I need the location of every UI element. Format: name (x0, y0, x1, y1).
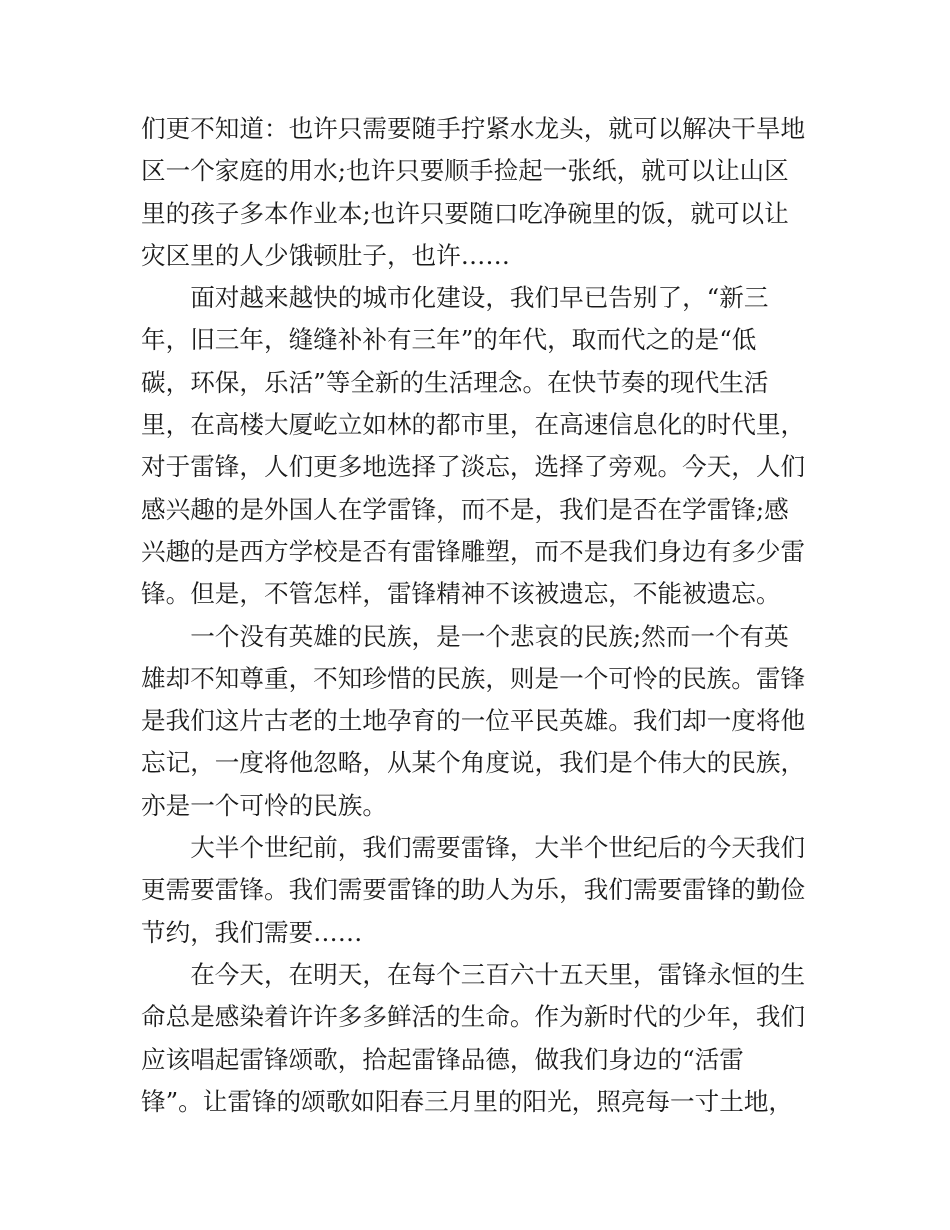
text-line: 年，旧三年，缝缝补补有三年”的年代，取而代之的是“低 (141, 325, 757, 355)
text-line: 锋。但是，不管怎样，雷锋精神不该被遗忘，不能被遗忘。 (141, 579, 781, 609)
text-line: 大半个世纪前，我们需要雷锋，大半个世纪后的今天我们 (141, 833, 806, 863)
text-line: 区一个家庭的用水;也许只要顺手捡起一张纸，就可以让山区 (141, 156, 789, 186)
text-line: 里的孩子多本作业本;也许只要随口吃净碗里的饭，就可以让 (141, 198, 789, 228)
text-line: 兴趣的是西方学校是否有雷锋雕塑，而不是我们身边有多少雷 (141, 536, 806, 566)
text-line: 命总是感染着许许多多鲜活的生命。作为新时代的少年，我们 (141, 1002, 806, 1032)
text-line: 灾区里的人少饿顿肚子，也许…… (141, 240, 510, 270)
text-line: 一个没有英雄的民族，是一个悲哀的民族;然而一个有英 (141, 621, 789, 651)
text-line: 们更不知道：也许只需要随手拧紧水龙头，就可以解决干旱地 (141, 114, 806, 143)
text-line: 在今天，在明天，在每个三百六十五天里，雷锋永恒的生 (141, 959, 806, 989)
text-line: 感兴趣的是外国人在学雷锋，而不是，我们是否在学雷锋;感 (141, 494, 789, 524)
text-line: 面对越来越快的城市化建设，我们早已告别了，“新三 (141, 283, 769, 313)
text-line: 亦是一个可怜的民族。 (141, 790, 387, 820)
text-line: 节约，我们需要…… (141, 917, 363, 947)
text-line: 应该唱起雷锋颂歌，拾起雷锋品德，做我们身边的“活雷 (141, 1044, 744, 1074)
text-line: 里，在高楼大厦屹立如林的都市里，在高速信息化的时代里， (141, 410, 806, 440)
text-line: 是我们这片古老的土地孕育的一位平民英雄。我们却一度将他 (141, 706, 806, 736)
text-line: 更需要雷锋。我们需要雷锋的助人为乐，我们需要雷锋的勤俭 (141, 875, 806, 905)
text-line: 对于雷锋，人们更多地选择了淡忘，选择了旁观。今天，人们 (141, 452, 806, 482)
text-line: 碳，环保，乐活”等全新的生活理念。在快节奏的现代生活 (141, 367, 769, 397)
text-line: 雄却不知尊重，不知珍惜的民族，则是一个可怜的民族。雷锋 (141, 663, 806, 693)
document-body-text (141, 108, 816, 1123)
text-line: 锋”。让雷锋的颂歌如阳春三月里的阳光，照亮每一寸土地， (141, 1086, 794, 1116)
text-line: 忘记，一度将他忽略，从某个角度说，我们是个伟大的民族， (141, 748, 806, 778)
